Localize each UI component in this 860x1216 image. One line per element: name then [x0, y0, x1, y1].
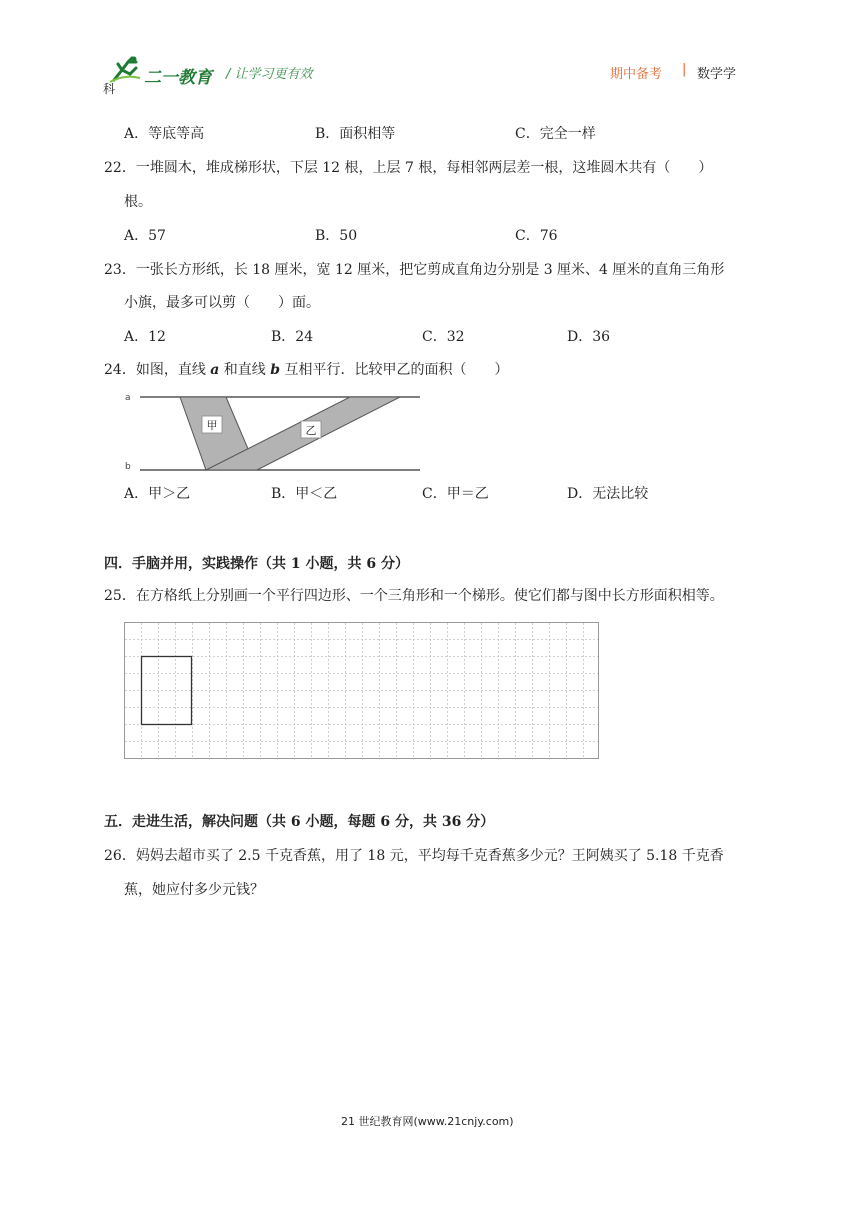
label-a: a — [125, 393, 131, 403]
option-a: A．12 — [124, 329, 166, 345]
question-26-text-cont: 蕉，她应付多少元钱？ — [124, 882, 264, 898]
parallel-lines-figure — [122, 388, 424, 476]
option-a: A．等底等高 — [124, 126, 205, 142]
section-title: 五．走进生活，解决问题（共 6 小题，每题 6 分，共 36 分） — [104, 814, 495, 830]
label-jia: 甲 — [206, 419, 218, 432]
grid-paper — [124, 622, 600, 760]
question-text-cont: 根。 — [124, 194, 152, 210]
question-text: 23．一张长方形纸，长 18 厘米，宽 12 厘米，把它剪成直角边分别是 3 厘米、4 厘米的直角三角形 — [104, 262, 725, 278]
option-b: B．24 — [271, 329, 314, 345]
option-c: C．甲＝乙 — [422, 486, 489, 502]
option-b: B．甲＜乙 — [271, 486, 338, 502]
var-a: a — [210, 362, 220, 378]
question-text: 24．如图，直线 a 和直线 b 互相平行．比较甲乙的面积（ ） — [104, 362, 509, 378]
logo-sub-text: 科 — [103, 82, 116, 96]
option-c: C．76 — [515, 228, 558, 244]
slogan: / 让学习更有效 — [226, 67, 313, 82]
option-c: C．32 — [422, 329, 465, 345]
option-d: D．36 — [567, 329, 611, 345]
subject-label: 数学学 — [697, 67, 737, 82]
header-divider: | — [682, 62, 687, 77]
label-b: b — [125, 462, 131, 472]
label-yi: 乙 — [305, 424, 317, 437]
question-text: 22．一堆圆木，堆成梯形状，下层 12 根，上层 7 根，每相邻两层差一根，这堆圆木共有（ ） — [104, 160, 713, 176]
option-c: C．完全一样 — [515, 126, 596, 142]
option-d: D．无法比较 — [567, 486, 649, 502]
question-26-text: 26．妈妈去超市买了 2.5 千克香蕉，用了 18 元，平均每千克香蕉多少元？王阿姨买了 5.18 千克香 — [104, 848, 724, 864]
option-b: B．50 — [315, 228, 358, 244]
option-b: B．面积相等 — [315, 126, 396, 142]
page-footer: 21 世纪教育网(www.21cnjy.com) — [341, 1115, 514, 1128]
exam-tag: 期中备考 — [610, 67, 663, 82]
question-text-cont: 小旗，最多可以剪（ ）面。 — [124, 295, 320, 311]
option-a: A．57 — [124, 228, 166, 244]
var-b: b — [270, 362, 281, 378]
section-title: 四．手脑并用，实践操作（共 1 小题，共 6 分） — [104, 556, 409, 572]
question-25-text: 25．在方格纸上分别画一个平行四边形、一个三角形和一个梯形。使它们都与图中长方形面积相等。 — [104, 588, 724, 604]
option-a: A．甲＞乙 — [124, 486, 191, 502]
logo-text: 二一教育 — [144, 68, 212, 88]
